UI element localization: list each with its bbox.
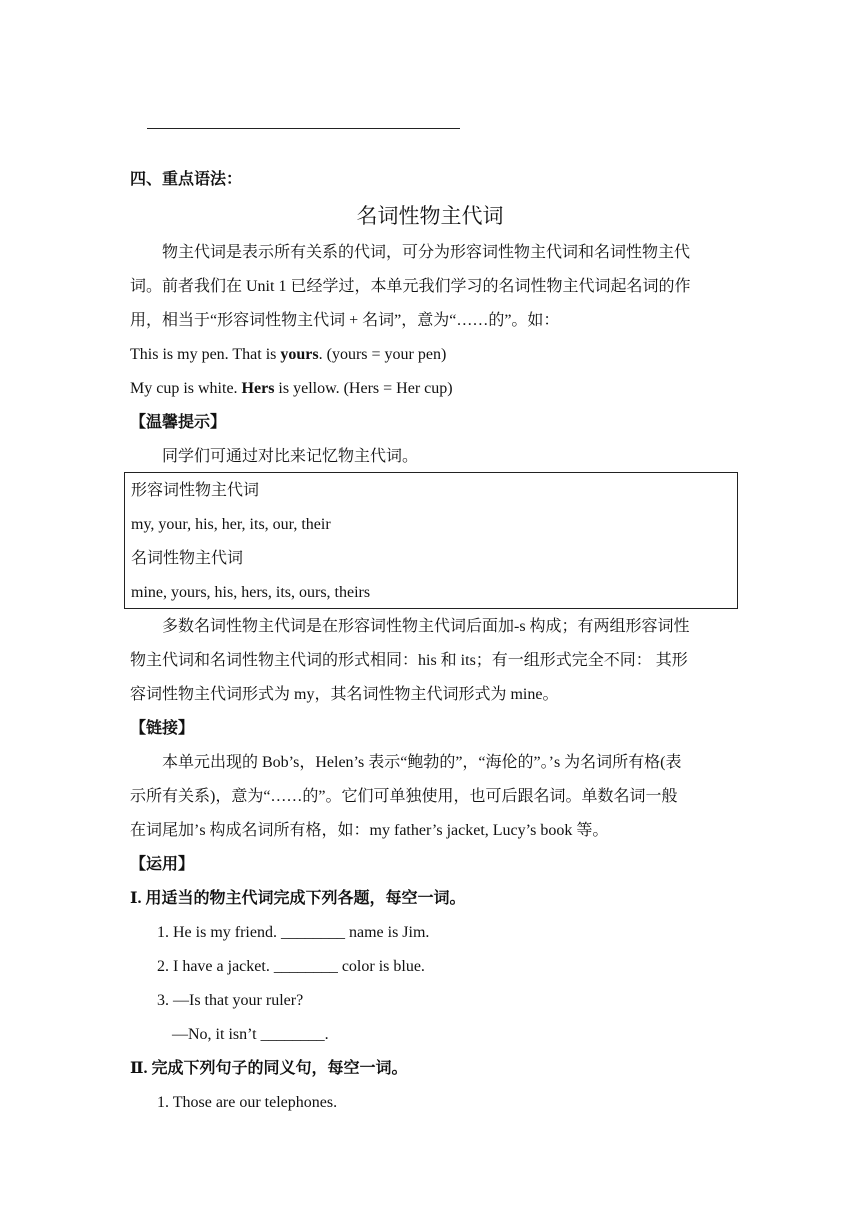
example-1-post: . (yours = your pen) — [318, 346, 447, 363]
intro-line-2: 词。前者我们在 Unit 1 已经学过，本单元我们学习的名词性物主代词起名词的作 — [130, 278, 691, 295]
question-3-prompt: 3. —Is that your ruler? — [157, 992, 304, 1009]
explain-line-1: 多数名词性物主代词是在形容词性物主代词后面加-s 构成；有两组形容词性 — [162, 618, 690, 635]
adj-pronoun-label: 形容词性物主代词 — [131, 482, 260, 499]
question-2: 2. I have a jacket. ________ color is blue. — [157, 958, 425, 975]
answer-blank-line — [147, 128, 460, 129]
example-1-bold: yours — [280, 346, 319, 363]
intro-line-1: 物主代词是表示所有关系的代词，可分为形容词性物主代词和名词性物主代 — [162, 244, 691, 261]
question-1: 1. He is my friend. ________ name is Jim. — [157, 924, 430, 941]
noun-pronoun-list: mine, yours, his, hers, its, ours, theirs — [131, 584, 371, 601]
part2-title: Ⅱ. 完成下列句子的同义句，每空一词。 — [130, 1060, 408, 1077]
example-1-pre: This is my pen. That is — [130, 346, 281, 363]
link-line-1: 本单元出现的 Bob’s，Helen’s 表示“鲍勃的”，“海伦的”。’s 为名词所有格(表 — [162, 754, 682, 771]
pronoun-comparison-box — [124, 472, 738, 609]
tip-heading: 【温馨提示】 — [130, 414, 227, 431]
example-2-pre: My cup is white. — [130, 380, 242, 397]
explain-line-2: 物主代词和名词性物主代词的形式相同：his 和 its；有一组形式完全不同： 其形 — [130, 652, 688, 669]
intro-line-3: 用，相当于“形容词性物主代词 + 名词”，意为“……的”。如： — [130, 312, 560, 329]
part1-title: Ⅰ. 用适当的物主代词完成下列各题，每空一词。 — [130, 890, 466, 907]
question-3-answer: —No, it isn’t ________. — [172, 1026, 329, 1043]
noun-pronoun-label: 名词性物主代词 — [131, 550, 244, 567]
example-2-bold: Hers — [241, 380, 275, 397]
adj-pronoun-list: my, your, his, her, its, our, their — [131, 516, 331, 533]
section-heading: 四、重点语法： — [130, 171, 243, 188]
example-2-post: is yellow. (Hers = Her cup) — [274, 380, 453, 397]
practice-heading: 【运用】 — [130, 856, 195, 873]
part2-question-1: 1. Those are our telephones. — [157, 1094, 338, 1111]
tip-text: 同学们可通过对比来记忆物主代词。 — [162, 448, 419, 465]
explain-line-3: 容词性物主代词形式为 my，其名词性物主代词形式为 mine。 — [130, 686, 559, 703]
link-heading: 【链接】 — [130, 720, 195, 737]
link-line-3: 在词尾加’s 构成名词所有格，如：my father’s jacket, Lucy’s book 等。 — [130, 822, 609, 839]
page-title: 名词性物主代词 — [356, 204, 504, 228]
example-2 — [130, 379, 740, 399]
example-1 — [130, 345, 740, 365]
link-line-2: 示所有关系)，意为“……的”。它们可单独使用，也可后跟名词。单数名词一般 — [130, 788, 678, 805]
